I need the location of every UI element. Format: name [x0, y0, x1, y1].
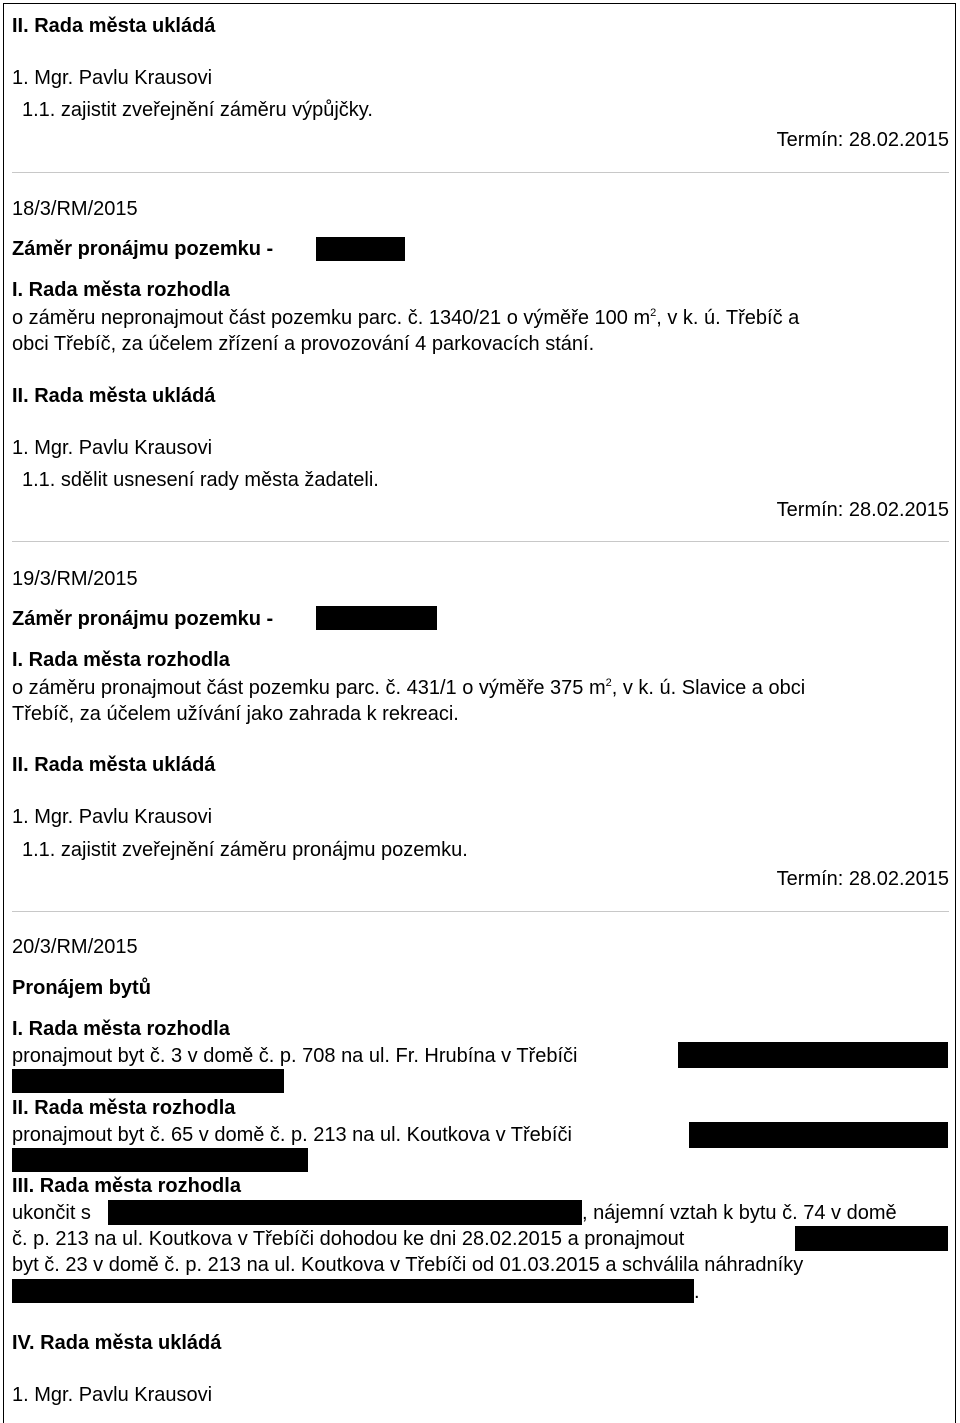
- decision-text: Třebíč, za účelem užívání jako zahrada k rekreaci.: [12, 703, 459, 725]
- task-item: 1.1. zajistit zveřejnění záměru výpůjčky.: [22, 99, 373, 121]
- task-item: 1.1. sdělit usnesení rady města žadateli.: [22, 469, 379, 491]
- decision-text: ukončit s: [12, 1202, 91, 1224]
- redaction-block: [316, 237, 405, 261]
- deadline: Termín: 28.02.2015: [776, 868, 949, 890]
- divider: [12, 172, 949, 173]
- divider: [12, 541, 949, 542]
- redaction-block: [689, 1122, 948, 1148]
- resolution-title: Pronájem bytů: [12, 977, 151, 999]
- decision-text: obci Třebíč, za účelem zřízení a provozování 4 parkovacích stání.: [12, 333, 595, 355]
- responsible-person: 1. Mgr. Pavlu Krausovi: [12, 67, 213, 89]
- section-heading: II. Rada města ukládá: [12, 15, 216, 37]
- redaction-block: [12, 1148, 308, 1172]
- redaction-block: [108, 1200, 582, 1225]
- decision-text: byt č. 23 v domě č. p. 213 na ul. Koutkova v Třebíči od 01.03.2015 a schválila náhradníky: [12, 1254, 804, 1276]
- redaction-block: [795, 1226, 948, 1251]
- section-heading: IV. Rada města ukládá: [12, 1332, 222, 1354]
- redaction-block: [316, 606, 437, 630]
- decision-heading: I. Rada města rozhodla: [12, 1018, 230, 1040]
- decision-heading: III. Rada města rozhodla: [12, 1175, 241, 1197]
- decision-text: o záměru pronajmout část pozemku parc. č. 431/1 o výměře 375 $m^2$, v k. ú. Slavice a obci: [12, 677, 806, 699]
- responsible-person: 1. Mgr. Pavlu Krausovi: [12, 806, 213, 828]
- redaction-block: [12, 1279, 694, 1303]
- resolution-title: Záměr pronájmu pozemku -: [12, 608, 274, 630]
- decision-text: pronajmout byt č. 3 v domě č. p. 708 na ul. Fr. Hrubína v Třebíči: [12, 1045, 578, 1067]
- decision-heading: II. Rada města rozhodla: [12, 1097, 236, 1119]
- redaction-block: [12, 1069, 284, 1093]
- resolution-title: Záměr pronájmu pozemku -: [12, 238, 274, 260]
- section-heading: II. Rada města ukládá: [12, 385, 216, 407]
- decision-text: pronajmout byt č. 65 v domě č. p. 213 na ul. Koutkova v Třebíči: [12, 1124, 572, 1146]
- decision-text: o záměru nepronajmout část pozemku parc. č. 1340/21 o výměře 100 $m^2$, v k. ú. Třebíč a: [12, 307, 800, 329]
- responsible-person: 1. Mgr. Pavlu Krausovi: [12, 437, 213, 459]
- deadline: Termín: 28.02.2015: [776, 499, 949, 521]
- decision-text: .: [694, 1281, 700, 1303]
- resolution-number: 19/3/RM/2015: [12, 568, 138, 590]
- section-heading: II. Rada města ukládá: [12, 754, 216, 776]
- task-item: 1.1. zajistit zveřejnění záměru pronájmu pozemku.: [22, 839, 468, 861]
- redaction-block: [678, 1042, 948, 1068]
- deadline: Termín: 28.02.2015: [776, 129, 949, 151]
- divider: [12, 911, 949, 912]
- resolution-number: 20/3/RM/2015: [12, 936, 138, 958]
- decision-heading: I. Rada města rozhodla: [12, 279, 230, 301]
- resolution-number: 18/3/RM/2015: [12, 198, 138, 220]
- decision-text: , nájemní vztah k bytu č. 74 v domě: [582, 1202, 897, 1224]
- decision-text: č. p. 213 na ul. Koutkova v Třebíči dohodou ke dni 28.02.2015 a pronajmout: [12, 1228, 685, 1250]
- responsible-person: 1. Mgr. Pavlu Krausovi: [12, 1384, 213, 1406]
- decision-heading: I. Rada města rozhodla: [12, 649, 230, 671]
